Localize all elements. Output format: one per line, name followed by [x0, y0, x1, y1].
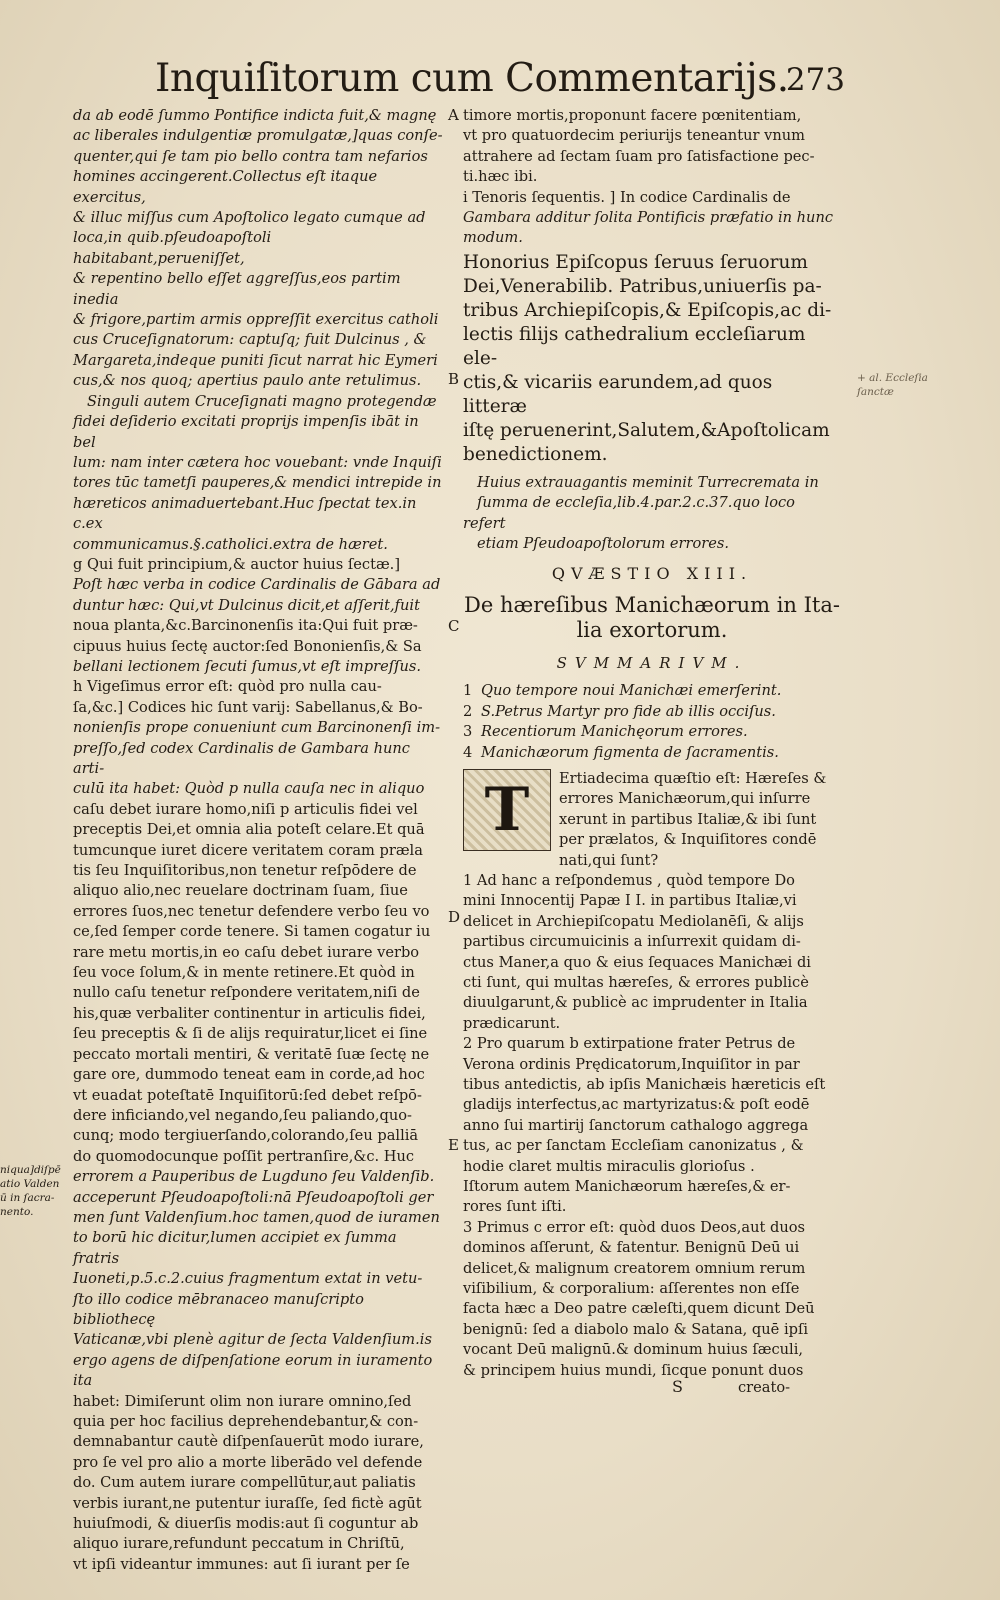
- right-column: [463, 106, 841, 1381]
- text-line: anno ſui martirij ſanctorum cathalogo aggrega: [463, 1116, 809, 1134]
- text-line: gladijs interfectus,ac martyrizatus:& poſt eodē: [463, 1096, 810, 1114]
- catchword: creato-: [738, 1379, 791, 1396]
- papal-salutation: [463, 251, 841, 467]
- commentary-continuation: [463, 106, 841, 249]
- salutation-line: ctis,& vicariis earundem,ad quos litteræ: [463, 371, 773, 417]
- text-line: per prælatos, & Inquiſitores condē: [559, 831, 817, 849]
- text-line: lum: nam inter cætera hoc vouebant: vnde Inquiſi: [73, 453, 442, 471]
- margin-letter: E: [448, 1136, 459, 1154]
- summarium-item: [463, 681, 841, 701]
- text-line: & principem huius mundi, ſicque ponunt duos: [463, 1361, 804, 1379]
- text-line: attrahere ad ſectam ſuam pro ſatisfactione pec-: [463, 147, 815, 165]
- summarium-item: [463, 722, 841, 742]
- text-line: delicet,& malignum creatorem omnium rerum: [463, 1259, 806, 1277]
- text-line: 2 Pro quarum b extirpatione frater Petrus de: [463, 1035, 796, 1053]
- decorated-initial: [463, 769, 551, 851]
- note-line: ſumma de eccleſia,lib.4.par.2.c.37.quo loco refert: [463, 494, 795, 532]
- text-line: rare metu mortis,in eo caſu debet iurare verbo: [73, 943, 420, 961]
- text-line: huiuſmodi, & diuerſis modis:aut ſi coguntur ab: [73, 1515, 419, 1533]
- text-line: dominos aſſerunt, & fatentur. Benignū Deū ui: [463, 1239, 800, 1257]
- salutation-line: iſtę peruenerint,Salutem,&Apoſtolicam: [463, 419, 830, 441]
- text-line: Iſtorum autem Manichæorum hæreſes,& er-: [463, 1178, 791, 1196]
- text-line: preſſo,ſed codex Cardinalis de Gambara hunc arti-: [73, 739, 410, 777]
- text-line: mini Innocentij Papæ I I. in partibus Italiæ,vi: [463, 892, 797, 910]
- margin-letter: A: [448, 106, 459, 124]
- text-line: timore mortis,proponunt facere pœnitentiam,: [463, 107, 802, 124]
- text-line: duntur hæc: Qui,vt Dulcinus dicit,et aſſerit,fuit: [73, 596, 420, 614]
- page-title: Inquiſitorum cum Commentarijs.: [155, 56, 789, 101]
- text-line: peccato mortali mentiri, & veritatē ſuæ ſectę ne: [73, 1045, 430, 1063]
- text-line: g Qui fuit principium,& auctor huius ſectæ.]: [73, 555, 401, 573]
- summarium-label: SVMMARIVM.: [556, 653, 748, 672]
- question-heading-line: De hæreſibus Manichæorum in Ita-: [464, 592, 840, 617]
- question-title: QVÆSTIO XIII.: [551, 564, 753, 584]
- text-line: tumcunque iuret dicere veritatem coram præla: [73, 841, 423, 859]
- text-line: i Tenoris ſequentis. ] In codice Cardinalis de: [463, 188, 791, 206]
- text-line: bellani lectionem ſecuti ſumus,vt eſt impreſſus.: [73, 657, 422, 675]
- question-body: [463, 871, 841, 1381]
- text-line: nullo caſu tenetur reſpondere veritatem,niſi de: [73, 984, 420, 1002]
- text-line: do quomodocunque poſſit pertranſire,&c. Huc: [73, 1147, 415, 1165]
- text-line: Poſt hæc verba in codice Cardinalis de Gābara ad: [73, 576, 441, 594]
- summarium-text: S.Petrus Martyr pro fide ab illis occiſus.: [481, 702, 776, 720]
- extravagant-note: [463, 473, 841, 555]
- text-line: vt ipſi videantur immunes: aut ſi iurant per ſe: [73, 1555, 410, 1573]
- text-line: ce,ſed ſemper corde tenere. Si tamen cogatur iu: [73, 923, 431, 941]
- text-line: gare ore, dummodo teneat eam in corde,ad hoc: [73, 1066, 425, 1084]
- margin-letter: D: [448, 908, 461, 926]
- text-line: acceperunt Pſeudoapoſtoli:nā Pſeudoapoſtoli ger: [73, 1188, 434, 1206]
- left-column: [73, 106, 443, 1575]
- text-line: quenter,qui ſe tam pio bello contra tam nefarios: [73, 147, 428, 165]
- text-line: ac liberales indulgentiæ promulgatæ,]quas conſe-: [73, 127, 443, 145]
- text-line: homines accingerent.Collectus eſt itaque exercitus,: [73, 168, 378, 206]
- running-header: [155, 56, 845, 112]
- text-line: ergo agens de diſpenſatione eorum in iuramento ita: [73, 1351, 433, 1390]
- summarium-text: Recentiorum Manichęorum errores.: [481, 723, 748, 741]
- text-line: men ſunt Valdenſium.hoc tamen,quod de iuramen: [73, 1208, 440, 1226]
- signature-mark: S: [672, 1377, 683, 1396]
- text-line: & frigore,partim armis oppreſſit exercitus catholi: [73, 311, 439, 329]
- text-line: tus, ac per ſanctam Eccleſiam canonizatus , &: [463, 1137, 804, 1155]
- text-line: pro ſe vel pro alio a morte liberādo vel defende: [73, 1453, 423, 1471]
- summarium-text: Manichæorum figmenta de ſacramentis.: [481, 743, 779, 761]
- text-line: ctus Maner,a quo & eius ſequaces Manichæi di: [463, 953, 811, 971]
- left-margin-note: [0, 1163, 72, 1219]
- salutation-line: Honorius Epiſcopus ſeruus ſeruorum: [463, 251, 808, 273]
- text-line: his,quæ verbaliter continentur in articulis fidei,: [73, 1004, 426, 1022]
- margin-letter: C: [448, 617, 460, 635]
- summarium-number: 2: [463, 702, 473, 720]
- margin-letter: B: [448, 370, 460, 388]
- text-line: viſibilium, & corporalium: aſſerentes non eſſe: [463, 1280, 800, 1298]
- question-heading-line: lia exortorum.: [576, 617, 728, 642]
- text-line: Iuoneti,p.5.c.2.cuius fragmentum extat in vetu-: [73, 1270, 423, 1288]
- text-line: caſu debet iurare homo,niſi p articulis fidei vel: [73, 800, 418, 818]
- text-line: vocant Deū malignū.& dominum huius ſæculi,: [463, 1341, 804, 1359]
- drop-cap-letter: T: [484, 774, 530, 845]
- text-line: loca,in quib.pſeudoapoſtoli habitabant,perueniſſet,: [73, 229, 272, 267]
- text-line: preceptis Dei,et omnia alia poteſt celare.Et quā: [73, 821, 425, 839]
- text-line: & illuc miſſus cum Apoſtolico legato cumque ad: [73, 209, 426, 227]
- text-line: habet: Dimiſerunt olim non iurare omnino,ſed: [73, 1392, 412, 1410]
- folio-number: 273: [785, 62, 845, 98]
- text-line: cus,& nos quoq; apertius paulo ante retulimus.: [73, 372, 422, 390]
- salutation-line: tribus Archiepiſcopis,& Epiſcopis,ac di-: [463, 299, 832, 321]
- text-line: xerunt in partibus Italiæ,& ibi ſunt: [559, 810, 817, 828]
- text-line: do. Cum autem iurare compellūtur,aut paliatis: [73, 1474, 416, 1492]
- text-line: 3 Primus c error eſt: quòd duos Deos,aut duos: [463, 1218, 806, 1236]
- summarium-text: Quo tempore noui Manichæi emerſerint.: [481, 682, 782, 700]
- text-line: & repentino bello eſſet aggreſſus,eos partim inedia: [73, 270, 401, 308]
- text-line: delicet in Archiepiſcopatu Mediolanēſi, & alijs: [463, 912, 804, 930]
- text-line: tores tūc tametſi pauperes,& mendici intrepide in: [73, 474, 442, 492]
- salutation-line: benedictionem.: [463, 443, 608, 465]
- text-line: 1 Ad hanc a reſpondemus , quòd tempore Do: [463, 871, 795, 889]
- text-line: tibus antedictis, ab ipſis Manichæis hæreticis eſt: [463, 1076, 826, 1093]
- text-line: aliquo iurare,refundunt peccatum in Chriſtū,: [73, 1535, 405, 1553]
- text-line: fidei deſiderio excitati proprijs impenſis ibāt in bel: [73, 413, 419, 451]
- text-line: hæreticos animaduertebant.Huc ſpectat tex.in c.ex: [73, 494, 417, 533]
- salutation-line: Dei,Venerabilib. Patribus,uniuerſis pa-: [463, 275, 822, 297]
- margin-note-line: + al. Eccleſia: [857, 372, 928, 384]
- text-line: modum.: [463, 229, 523, 247]
- text-line: cipuus huius ſectę auctor:ſed Bononienſis,& Sa: [73, 637, 422, 655]
- text-line: tis ſeu Inquiſitoribus,non tenetur reſpōdere de: [73, 862, 417, 880]
- text-line: facta hæc a Deo patre cæleſti,quem dicunt Deū: [463, 1300, 815, 1318]
- margin-note-line: nento.: [0, 1206, 34, 1218]
- text-line: cti ſunt, qui multas hæreſes, & errores publicè: [463, 973, 809, 991]
- margin-note-line: ſanctæ: [857, 386, 894, 398]
- text-line: aliquo alio,nec reuelare doctrinam ſuam, ſiue: [73, 882, 408, 900]
- text-line: errorem a Pauperibus de Lugduno ſeu Valdenſib.: [73, 1168, 435, 1186]
- note-line: etiam Pſeudoapoſtolorum errores.: [477, 535, 730, 553]
- text-line: ſa,&c.] Codices hic ſunt varij: Sabellanus,& Bo-: [73, 698, 423, 716]
- text-line: Vaticanæ,vbi plenè agitur de ſecta Valdenſium.is: [73, 1331, 432, 1349]
- summarium-number: 1: [463, 682, 473, 700]
- text-line: ſeu voce ſolum,& in mente retinere.Et quòd in: [73, 964, 415, 982]
- text-line: communicamus.§.catholici.extra de hæret.: [73, 535, 388, 553]
- text-line: vt euadat poteſtatē Inquiſitorū:ſed debet reſpō-: [73, 1086, 422, 1104]
- text-line: Verona ordinis Prędicatorum,Inquiſitor in par: [463, 1055, 800, 1073]
- note-line: Huius extrauagantis meminit Turrecremata in: [477, 473, 819, 491]
- text-line: da ab eodē ſummo Pontifice indicta fuit,& magnę: [73, 107, 437, 124]
- summarium-number: 3: [463, 723, 473, 741]
- right-margin-note: [857, 371, 937, 399]
- text-line: Ertiadecima quæſtio eſt: Hæreſes &: [559, 769, 827, 787]
- text-line: Singuli autem Cruceſignati magno protegendæ: [87, 392, 437, 410]
- text-line: demnabantur cautè diſpenſauerūt modo iurare,: [73, 1433, 424, 1451]
- text-line: ſeu preceptis & ſi de alijs requiratur,licet ei ſine: [73, 1025, 428, 1043]
- summarium-list: [463, 681, 841, 763]
- summarium-number: 4: [463, 743, 473, 761]
- text-line: ſto illo codice mēbranaceo manuſcripto bibliothecę: [73, 1290, 364, 1328]
- text-line: vt pro quatuordecim periurijs teneantur vnum: [463, 127, 805, 145]
- text-line: rores ſunt iſti.: [463, 1198, 567, 1216]
- question-heading: [463, 593, 841, 643]
- text-line: to borū hic dicitur,lumen accipiet ex ſumma fratris: [73, 1229, 397, 1267]
- text-line: nati,qui ſunt?: [559, 851, 659, 869]
- text-line: ti.hæc ibi.: [463, 168, 538, 186]
- text-line: partibus circumuicinis a inſurrexit quidam di-: [463, 933, 801, 951]
- text-line: nonienſis prope conueniunt cum Barcinonenſi im-: [73, 719, 441, 737]
- text-line: hodie claret multis miraculis glorioſus .: [463, 1157, 755, 1175]
- text-line: dere inficiando,vel negando,ſeu paliando,quo-: [73, 1106, 412, 1124]
- text-line: quia per hoc facilius deprehendebantur,& con-: [73, 1413, 419, 1430]
- margin-note-line: atio Valden: [0, 1178, 60, 1190]
- text-line: prædicarunt.: [463, 1014, 561, 1032]
- text-line: benignū: ſed a diabolo malo & Satana, quē ipſi: [463, 1320, 809, 1338]
- text-line: Gambara additur ſolita Pontificis præfatio in hunc: [463, 209, 834, 227]
- text-line: diuulgarunt,& publicè ac imprudenter in Italia: [463, 994, 808, 1012]
- text-line: errores ſuos,nec tenetur defendere verbo ſeu vo: [73, 902, 430, 920]
- salutation-line: lectis filijs cathedralium eccleſiarum ele-: [463, 323, 806, 369]
- text-line: cunq; modo tergiuerſando,colorando,ſeu palliā: [73, 1127, 419, 1145]
- summarium-item: [463, 702, 841, 722]
- text-line: noua planta,&c.Barcinonenſis ita:Qui fuit præ-: [73, 617, 418, 635]
- text-line: verbis iurant,ne putentur iuraſſe, ſed fictè agūt: [73, 1494, 422, 1512]
- text-line: h Vigeſimus error eſt: quòd pro nulla cau-: [73, 678, 382, 696]
- text-line: cus Cruceſignatorum: captuſq; fuit Dulcinus , &: [73, 331, 427, 349]
- margin-note-line: ū in ſacra-: [0, 1192, 55, 1204]
- text-line: Margareta,indeque puniti ſicut narrat hic Eymeri: [73, 351, 438, 369]
- question-opening: [463, 769, 841, 871]
- summarium-item: [463, 743, 841, 763]
- text-line: culū ita habet: Quòd p nulla cauſa nec in aliquo: [73, 780, 425, 798]
- margin-note-line: niqua]diſpē: [0, 1164, 61, 1176]
- text-line: errores Manichæorum,qui inſurre: [559, 790, 811, 808]
